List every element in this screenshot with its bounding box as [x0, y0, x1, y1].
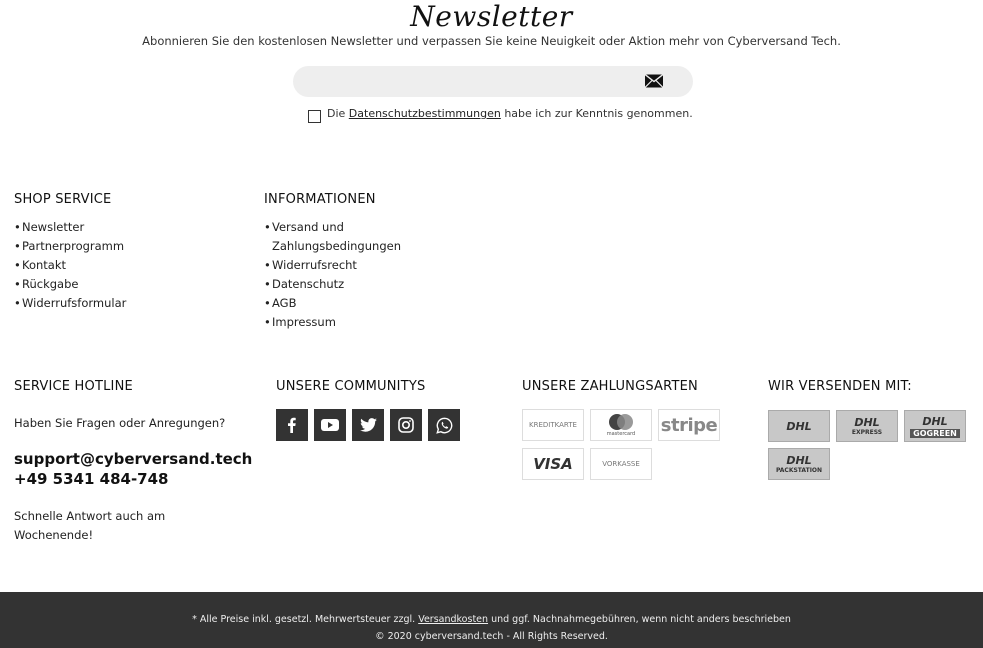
- newsletter-text: Abonnieren Sie den kostenlosen Newsletter und verpassen Sie keine Neuigkeit oder Aktion mehr von Cyberversand Tech.: [142, 34, 841, 48]
- newsletter-title: Newsletter: [410, 0, 573, 33]
- dhl-sub: GOGREEN: [910, 429, 960, 438]
- newsletter-email-input[interactable]: [307, 70, 627, 93]
- dhl-sub: EXPRESS: [851, 429, 883, 436]
- payment-label: KREDITKARTE: [529, 421, 577, 429]
- shipping-dhl-packstation: [768, 448, 830, 480]
- shop-service-list: [14, 218, 126, 313]
- shipping-dhl: [768, 410, 830, 442]
- dhl-logo: DHL: [922, 414, 948, 428]
- privacy-suffix: habe ich zur Kenntnis genommen.: [504, 107, 693, 120]
- payment-kreditkarte: [522, 409, 584, 441]
- link-newsletter[interactable]: Newsletter: [22, 220, 85, 234]
- link-datenschutz[interactable]: Datenschutz: [272, 277, 345, 291]
- instagram-button[interactable]: [390, 409, 422, 441]
- link-partnerprogramm[interactable]: Partnerprogramm: [22, 239, 125, 253]
- youtube-icon: [321, 418, 339, 432]
- hotline-question: Haben Sie Fragen oder Anregungen?: [14, 416, 226, 430]
- footer-legal: [0, 611, 983, 628]
- versandkosten-link[interactable]: Versandkosten: [418, 614, 489, 625]
- link-impressum[interactable]: Impressum: [272, 315, 336, 329]
- dhl-logo: DHL: [786, 454, 812, 467]
- instagram-icon: [398, 417, 414, 433]
- privacy-consent: [308, 104, 693, 123]
- envelope-icon[interactable]: [645, 74, 663, 88]
- payment-label: VISA: [533, 455, 573, 473]
- link-widerrufsformular[interactable]: Widerrufsformular: [22, 296, 127, 310]
- informationen-list: [264, 218, 414, 332]
- payment-label: stripe: [660, 414, 718, 436]
- privacy-link[interactable]: Datenschutzbestimmungen: [348, 107, 501, 120]
- link-widerrufsrecht[interactable]: Widerrufsrecht: [272, 258, 357, 272]
- list-item: [264, 294, 414, 313]
- footer-copyright: © 2020 cyberversand.tech - All Rights Reserved.: [375, 631, 608, 642]
- mastercard-icon: [606, 413, 636, 431]
- link-kontakt[interactable]: Kontakt: [22, 258, 67, 272]
- social-links: [276, 409, 460, 441]
- hotline-note: Schnelle Antwort auch am Wochenende!: [14, 509, 166, 542]
- twitter-button[interactable]: [352, 409, 384, 441]
- privacy-prefix: Die: [327, 107, 346, 120]
- footer-prefix: * Alle Preise inkl. gesetzl. Mehrwertsteuer zzgl.: [192, 614, 416, 625]
- list-item: [14, 256, 126, 275]
- informationen-heading: INFORMATIONEN: [264, 192, 376, 207]
- list-item: [14, 275, 126, 294]
- youtube-button[interactable]: [314, 409, 346, 441]
- footer: [0, 592, 983, 648]
- list-item: [264, 256, 414, 275]
- payment-stripe: [658, 409, 720, 441]
- whatsapp-button[interactable]: [428, 409, 460, 441]
- twitter-icon: [360, 418, 377, 432]
- link-agb[interactable]: AGB: [272, 296, 297, 310]
- footer-suffix: und ggf. Nachnahmegebühren, wenn nicht anders beschrieben: [491, 614, 791, 625]
- privacy-checkbox[interactable]: [308, 110, 321, 123]
- list-item: [264, 218, 414, 256]
- community-heading: UNSERE COMMUNITYS: [276, 379, 426, 394]
- hotline-heading: SERVICE HOTLINE: [14, 379, 133, 394]
- newsletter-form: [293, 66, 693, 97]
- payment-vorkasse: [590, 448, 652, 480]
- dhl-logo: DHL: [854, 416, 880, 429]
- list-item: [14, 237, 126, 256]
- dhl-sub: PACKSTATION: [775, 467, 823, 474]
- facebook-icon: [284, 417, 300, 433]
- dhl-logo: DHL: [786, 419, 812, 433]
- facebook-button[interactable]: [276, 409, 308, 441]
- payment-visa: [522, 448, 584, 480]
- payment-label: mastercard: [606, 431, 636, 437]
- payment-label: VORKASSE: [602, 460, 640, 468]
- payment-mastercard: [590, 409, 652, 441]
- shop-service-heading: SHOP SERVICE: [14, 192, 112, 207]
- shipping-dhl-gogreen: [904, 410, 966, 442]
- whatsapp-icon: [436, 417, 453, 434]
- shipping-dhl-express: [836, 410, 898, 442]
- list-item: [264, 275, 414, 294]
- hotline-email[interactable]: support@cyberversand.tech: [14, 450, 253, 468]
- list-item: [14, 218, 126, 237]
- list-item: [264, 313, 414, 332]
- shipping-heading: WIR VERSENDEN MIT:: [768, 379, 912, 394]
- link-rueckgabe[interactable]: Rückgabe: [22, 277, 79, 291]
- list-item: [14, 294, 126, 313]
- hotline-phone[interactable]: +49 5341 484-748: [14, 470, 169, 488]
- link-versand[interactable]: Versand und Zahlungsbedingungen: [272, 220, 401, 253]
- payment-heading: UNSERE ZAHLUNGSARTEN: [522, 379, 698, 394]
